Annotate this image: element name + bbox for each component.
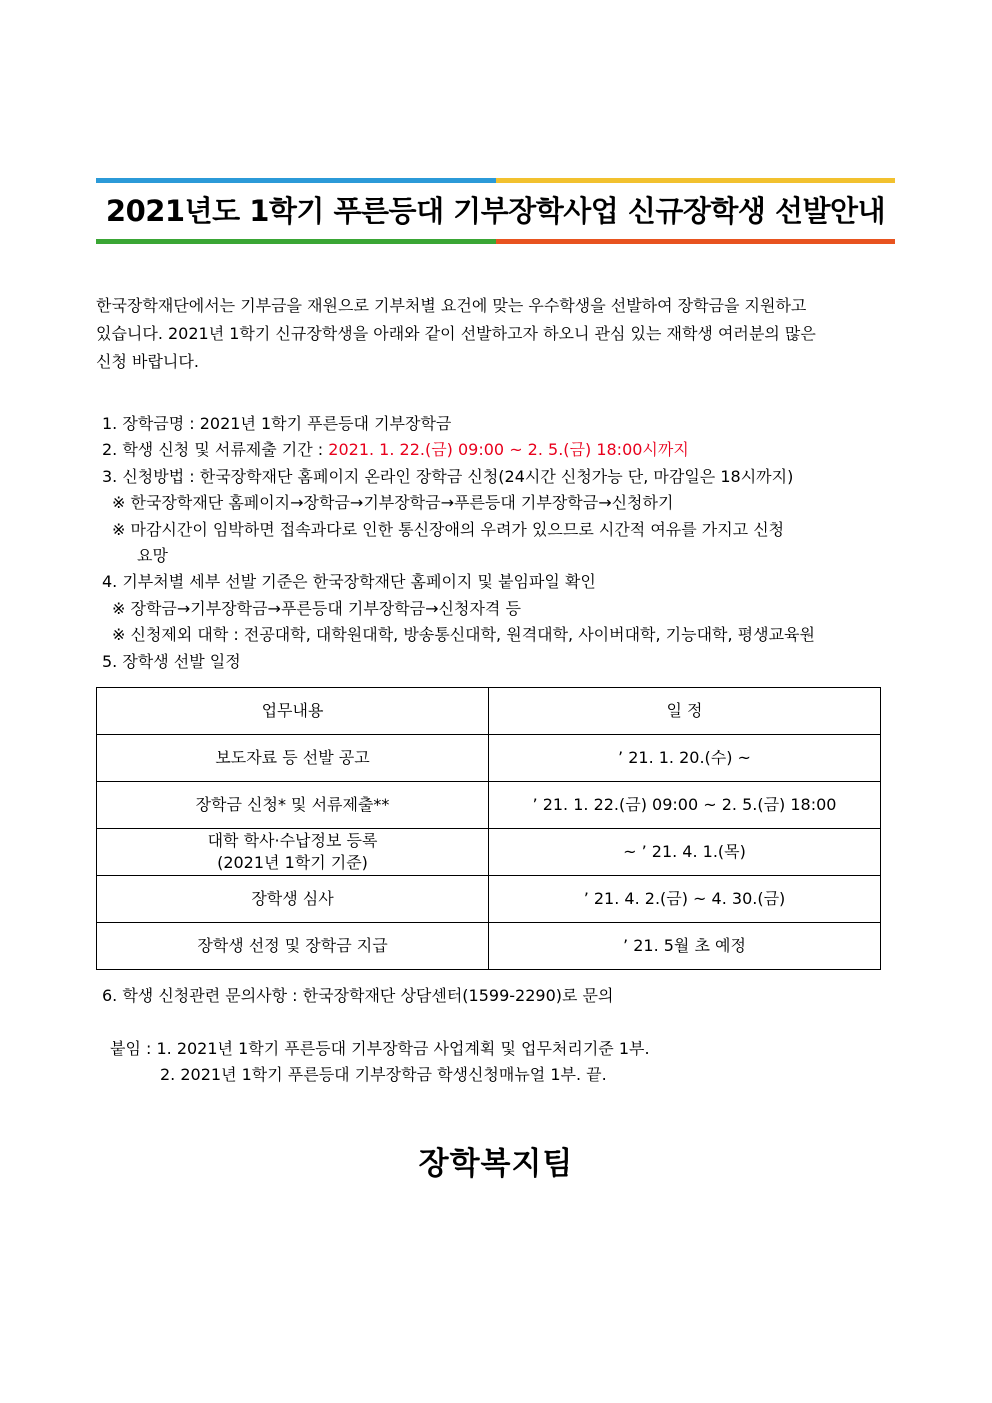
schedule-table (96, 687, 881, 970)
intro-line-2: 있습니다. 2021년 1학기 신규장학생을 아래와 같이 선발하고자 하오니 관심 있는 재학생 여러분의 많은 (96, 324, 816, 343)
intro-line-3: 신청 바랍니다. (96, 352, 199, 371)
item-scholarship-name: 1. 장학금명 : 2021년 1학기 푸른등대 기부장학금 (102, 414, 452, 433)
table-cell-task: 보도자료 등 선발 공고 (97, 735, 489, 782)
table-row (97, 876, 881, 923)
table-header-task: 업무내용 (97, 688, 489, 735)
table-row (97, 829, 881, 876)
table-cell-date: ~ ’ 21. 4. 1.(목) (489, 829, 881, 876)
item-criteria-note-path: ※ 장학금→기부장학금→푸른등대 기부장학금→신청자격 등 (112, 598, 521, 618)
table-header-row (97, 688, 881, 735)
table-cell-task-line2: (2021년 1학기 기준) (217, 853, 368, 872)
item-inquiry: 6. 학생 신청관련 문의사항 : 한국장학재단 상담센터(1599-2290)로 문의 (102, 986, 614, 1005)
table-cell-date: ’ 21. 5월 초 예정 (489, 923, 881, 970)
table-row (97, 782, 881, 829)
period-label: 2. 학생 신청 및 서류제출 기간 : (102, 440, 329, 460)
attachment-2: 2. 2021년 1학기 푸른등대 기부장학금 학생신청매뉴얼 1부. 끝. (160, 1065, 607, 1085)
table-header-date: 일 정 (489, 688, 881, 735)
table-row (97, 923, 881, 970)
attachments-section (96, 1036, 898, 1089)
notice-items (96, 411, 898, 675)
table-cell-date: ’ 21. 1. 20.(수) ~ (489, 735, 881, 782)
item-method-note-path: ※ 한국장학재단 홈페이지→장학금→기부장학금→푸른등대 기부장학금→신청하기 (112, 493, 674, 513)
title-banner (96, 178, 895, 244)
intro-line-1: 한국장학재단에서는 기부금을 재원으로 기부처별 요건에 맞는 우수학생을 선발하여 장학금을 지원하고 (96, 296, 807, 315)
table-cell-task (97, 829, 489, 876)
table-cell-date: ’ 21. 4. 2.(금) ~ 4. 30.(금) (489, 876, 881, 923)
table-cell-task: 장학생 심사 (97, 876, 489, 923)
item-schedule-heading: 5. 장학생 선발 일정 (102, 651, 241, 671)
page-title: 2021년도 1학기 푸른등대 기부장학사업 신규장학생 선발안내 (105, 194, 886, 228)
table-cell-date: ’ 21. 1. 22.(금) 09:00 ~ 2. 5.(금) 18:00 (489, 782, 881, 829)
attachment-1: 붙임 : 1. 2021년 1학기 푸른등대 기부장학금 사업계획 및 업무처리기준 1부. (110, 1039, 650, 1058)
item-method-note-deadline: ※ 마감시간이 임박하면 접속과다로 인한 통신장애의 우려가 있으므로 시간적 여유를 가지고 신청 (112, 519, 785, 539)
table-row (97, 735, 881, 782)
intro-paragraph (96, 292, 898, 376)
inquiry-section (96, 983, 898, 1009)
table-cell-task-line1: 대학 학사·수납정보 등록 (207, 831, 378, 850)
team-signature: 장학복지팀 (418, 1146, 574, 1182)
banner-bar-green (96, 239, 496, 244)
banner-bar-orange (496, 239, 895, 244)
table-cell-task: 장학생 선정 및 장학금 지급 (97, 923, 489, 970)
period-value: 2021. 1. 22.(금) 09:00 ~ 2. 5.(금) 18:00시까지 (328, 440, 689, 460)
item-selection-criteria: 4. 기부처별 세부 선발 기준은 한국장학재단 홈페이지 및 붙임파일 확인 (102, 572, 596, 592)
item-application-period (96, 437, 898, 463)
item-application-method: 3. 신청방법 : 한국장학재단 홈페이지 온라인 장학금 신청(24시간 신청가능 단, 마감일은 18시까지) (102, 466, 794, 486)
item-criteria-note-excluded: ※ 신청제외 대학 : 전공대학, 대학원대학, 방송통신대학, 원격대학, 사이버대학, 기능대학, 평생교육원 (112, 625, 815, 645)
table-cell-task: 장학금 신청* 및 서류제출** (97, 782, 489, 829)
item-method-note-deadline-cont: 요망 (137, 545, 168, 565)
